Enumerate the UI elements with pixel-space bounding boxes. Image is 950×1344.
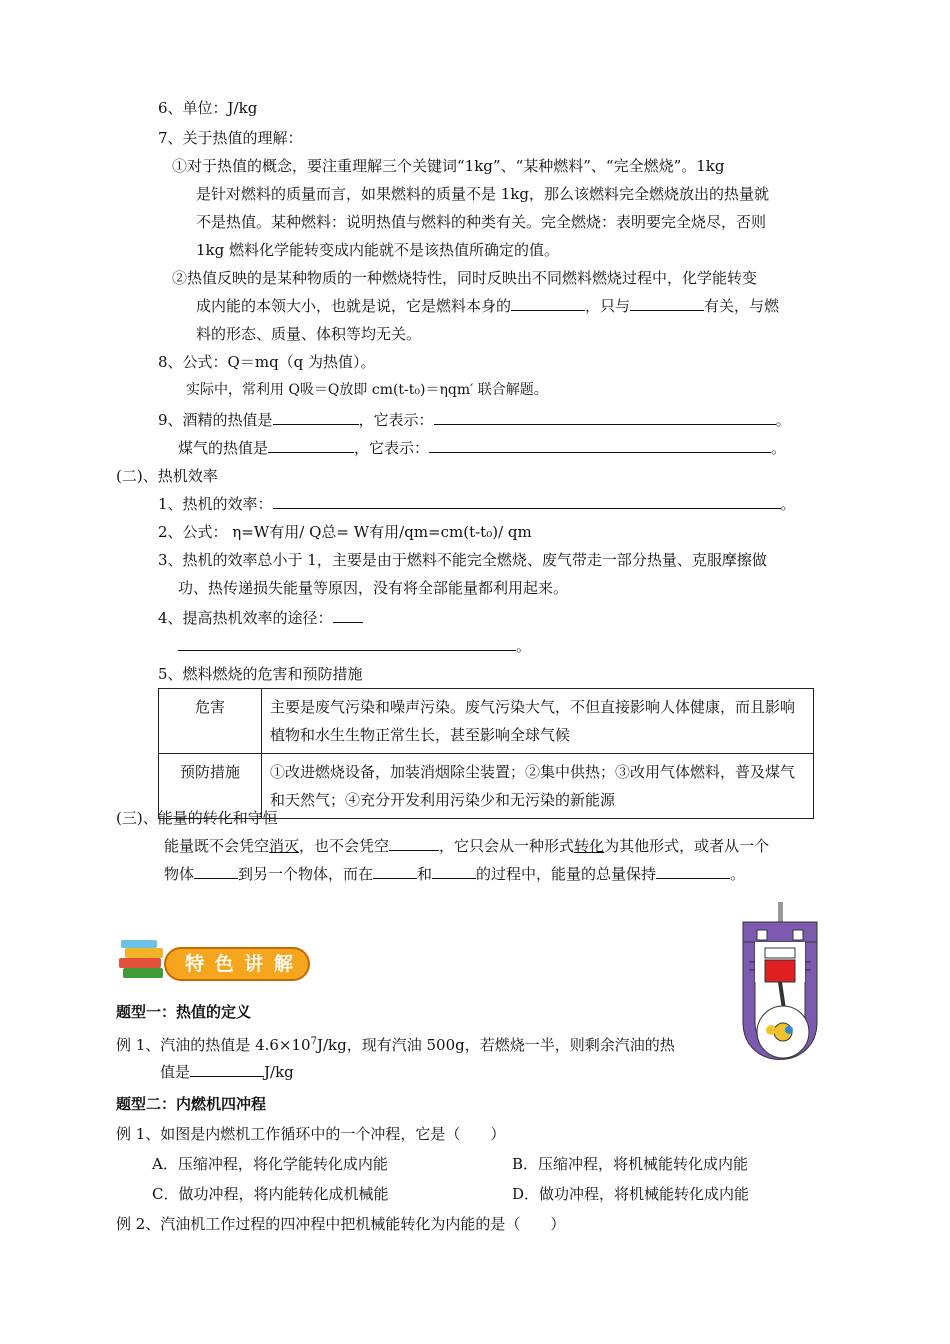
text: ，也不会凭空 xyxy=(299,837,390,855)
text: 为其他形式，或者从一个 xyxy=(604,837,770,855)
text: J/kg xyxy=(264,1063,294,1081)
text: 9、酒精的热值是 xyxy=(158,411,273,429)
para-1-line-2: 是针对燃料的质量而言，如果燃料的质量不是 1kg，那么该燃料完全燃烧放出的热量就 xyxy=(196,185,770,203)
item-7-heading: 7、关于热值的理解： xyxy=(158,129,303,147)
exponent: 7 xyxy=(310,1036,317,1047)
blank[interactable] xyxy=(373,864,417,879)
harm-prevention-table xyxy=(158,688,814,819)
blank[interactable] xyxy=(432,864,476,879)
item-8-formula: 8、公式：Q＝mq（q 为热值）。 xyxy=(158,353,376,371)
table-head-cell: 预防措施 xyxy=(159,754,262,819)
text: 和 xyxy=(417,865,433,883)
text: 4、提高热机效率的途径： xyxy=(158,609,333,627)
text: 。 xyxy=(516,637,532,655)
item-6-unit: 6、单位：J/kg xyxy=(158,99,258,117)
text: 成内能的本领大小，也就是说，它是燃料本身的 xyxy=(196,297,512,315)
item-8-note: 实际中，常利用 Q吸＝Q放即 cm(t-t₀)＝ηqm′ 联合解题。 xyxy=(186,382,548,398)
para-1-line-3: 不是热值。某种燃料：说明热值与燃料的种类有关。完全燃烧：表明要完全烧尽，否则 xyxy=(196,213,767,231)
text: 到另一个物体，而在 xyxy=(238,865,374,883)
example-1 xyxy=(116,1032,675,1055)
topic-1-title: 题型一：热值的定义 xyxy=(116,1003,252,1021)
table-row xyxy=(159,689,814,754)
para-2-line-3: 料的形态、质量、体积等均无关。 xyxy=(196,325,422,343)
blank[interactable] xyxy=(273,494,781,509)
para-1-line-4: 1kg 燃料化学能转变成内能就不是该热值所确定的值。 xyxy=(196,241,560,259)
text: 。 xyxy=(730,865,746,883)
item-5-heading: 5、燃料燃烧的危害和预防措施 xyxy=(158,665,363,683)
blank[interactable] xyxy=(656,864,730,879)
text: 煤气的热值是 xyxy=(178,439,269,457)
item-2-formula: 2、公式： η=W有用/ Q总= W有用/qm=cm(t-t₀)/ qm xyxy=(158,523,532,541)
item-4-line-2 xyxy=(178,636,531,656)
text: 。 xyxy=(775,411,791,429)
blank[interactable] xyxy=(429,438,771,453)
underlined-word: 转化 xyxy=(574,837,605,855)
blank[interactable] xyxy=(194,864,238,879)
blank[interactable] xyxy=(190,1062,264,1077)
blank[interactable] xyxy=(273,410,359,425)
item-1-efficiency xyxy=(158,494,796,514)
item-3-line-1: 3、热机的效率总小于 1，主要是由于燃料不能完全燃烧、废气带走一部分热量、克服摩擦做 xyxy=(158,551,767,569)
text: 1、热机的效率： xyxy=(158,495,273,513)
blank[interactable] xyxy=(389,836,439,851)
text: 。 xyxy=(780,495,796,513)
blank[interactable] xyxy=(511,296,585,311)
option-c[interactable]: C．做功冲程，将内能转化成机械能 xyxy=(152,1185,389,1203)
text: ，它表示： xyxy=(358,411,434,429)
item-9-gas xyxy=(178,438,786,458)
item-4-ways xyxy=(158,608,363,628)
blank[interactable] xyxy=(630,296,704,311)
example-1-line-2 xyxy=(160,1062,294,1082)
section-2-title: (二)、热机效率 xyxy=(116,467,218,485)
table-head-cell: 危害 xyxy=(159,689,262,754)
example-2: 例 1、如图是内燃机工作循环中的一个冲程，它是（ ） xyxy=(116,1125,506,1143)
feature-banner xyxy=(113,938,313,986)
para-2-line-2 xyxy=(196,296,779,316)
text: 的过程中，能量的总量保持 xyxy=(476,865,657,883)
underlined-word: 消灭 xyxy=(269,837,300,855)
table-cell: ①改进燃烧设备，加装消烟除尘装置；②集中供热；③改用气体燃料，普及煤气和天然气；④充分开发利用污染少和无污染的新能源 xyxy=(262,754,814,819)
text: 能量既不会凭空 xyxy=(164,837,270,855)
text: ，它只会从一种形式 xyxy=(439,837,575,855)
text: 例 1、汽油的热值是 4.6×10 xyxy=(116,1036,311,1054)
text: ，只与 xyxy=(585,297,631,315)
text: J/kg，现有汽油 500g，若燃烧一半，则剩余汽油的热 xyxy=(316,1036,675,1054)
option-a[interactable]: A．压缩冲程，将化学能转化成内能 xyxy=(152,1155,388,1173)
item-3-line-2: 功、热传递损失能量等原因，没有将全部能量都利用起来。 xyxy=(178,579,569,597)
conservation-line-2 xyxy=(164,864,745,884)
text: ，它表示： xyxy=(354,439,430,457)
text: 值是 xyxy=(160,1063,191,1081)
para-2-line-1: ②热值反映的是某种物质的一种燃烧特性，同时反映出不同燃料燃烧过程中，化学能转变 xyxy=(172,269,758,287)
conservation-line-1 xyxy=(164,836,769,856)
blank[interactable] xyxy=(434,410,776,425)
banner-label: 特 色 讲 解 xyxy=(185,953,295,975)
text: 有关，与燃 xyxy=(704,297,780,315)
section-3-title: (三)、能量的转化和守恒 xyxy=(116,809,278,827)
option-d[interactable]: D．做功冲程，将机械能转化成内能 xyxy=(512,1185,750,1203)
blank[interactable] xyxy=(268,438,354,453)
table-cell: 主要是废气污染和噪声污染。废气污染大气，不但直接影响人体健康，而且影响植物和水生生物正常生长，甚至影响全球气候 xyxy=(262,689,814,754)
para-1-line-1: ①对于热值的概念，要注重理解三个关键词“1kg”、“某种燃料”、“完全燃烧”。1kg xyxy=(172,157,725,175)
example-3: 例 2、汽油机工作过程的四冲程中把机械能转化为内能的是（ ） xyxy=(116,1215,566,1233)
item-9-alcohol xyxy=(158,410,791,430)
option-b[interactable]: B．压缩冲程，将机械能转化成内能 xyxy=(512,1155,749,1173)
engine-diagram xyxy=(735,902,825,1087)
text: 物体 xyxy=(164,865,195,883)
text: 。 xyxy=(771,439,787,457)
blank[interactable] xyxy=(178,636,516,651)
blank[interactable] xyxy=(333,608,363,623)
topic-2-title: 题型二：内燃机四冲程 xyxy=(116,1095,267,1113)
engine-cylinder-icon xyxy=(735,902,825,1087)
